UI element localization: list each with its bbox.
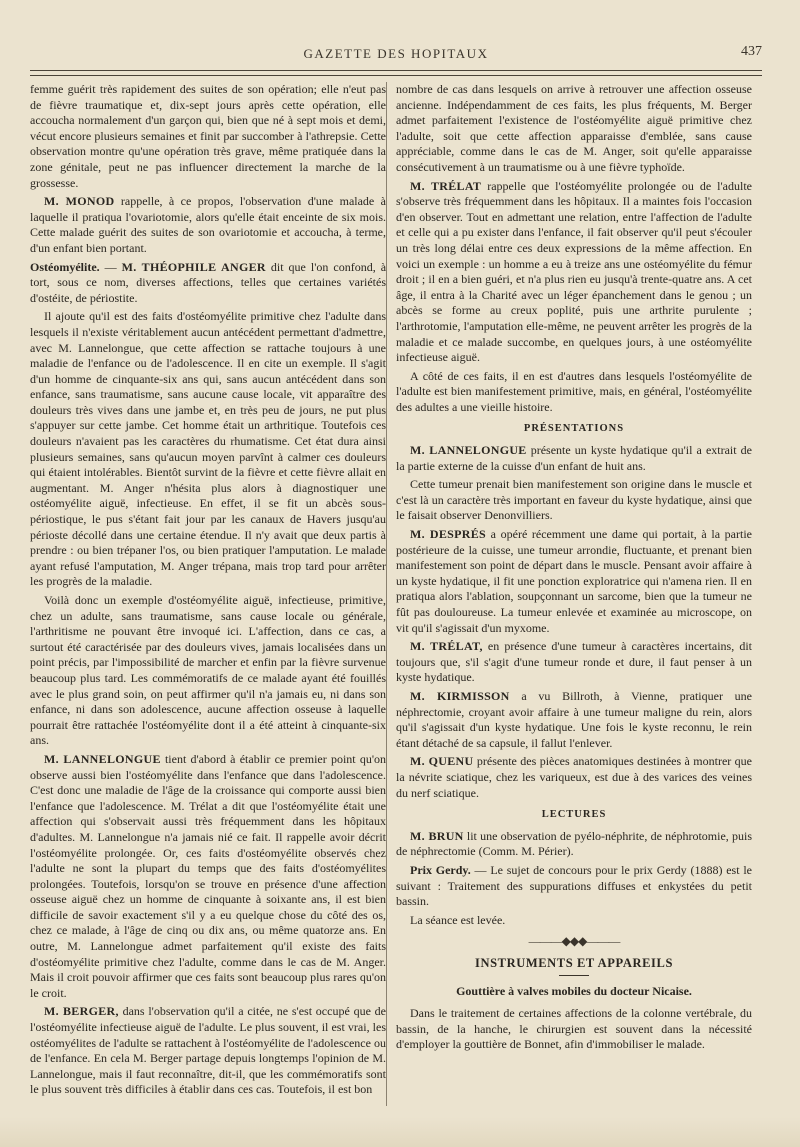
speaker-name: M. LANNELONGUE — [44, 751, 161, 766]
paragraph-anger-case: Il ajoute qu'il est des faits d'ostéomyélite primitive chez l'adulte dans lesquels il n'existe véritablement aucun antécédent permettant d'admettre, avec M. Lannelongue, que cette affection se rattache toujours à une maladie de l'enfance ou de l'adolescence. Il en cite un exemple. Il s'agit d'un homme de cinquante-six ans qui, sans aucun antécédent dans son enfance, sans traumatisme, sans aucune cause locale, vit apparaître des douleurs très vives dans une jambe et, en très peu de jours, ne put plus s'appuyer sur cette jambe. Cet homme était un arthritique. Toutefois ces douleurs n'avaient pas les caractères du rhumatisme. Cet état dura ainsi plusieurs semaines, sans qu'aucun moyen parvînt à calmer ces douleurs qui étaient intolérables. Bientôt survint de la fièvre et cette fièvre allait en augmentant. M. Anger n'hésita plus alors à diagnostiquer une ostéomyélite aiguë, infectieuse. En effet, il se fit un abcès sous-périostique, le pus s'étant fait jour par les canaux de Havers jusqu'au périoste décollé dans une certaine étendue. Il n'y avait que deux partis à prendre : ou bien trépaner l'os, ou bien pratiquer l'amputation. Le malade ayant refusé l'amputation, M. Anger trépana, mais trop tard pour arrêter les progrès de la maladie. — [30, 309, 386, 589]
paragraph-berger — [30, 1004, 386, 1098]
paragraph-text: tient d'abord à établir ce premier point qu'on observe aussi bien l'ostéomyélite dans l'enfance que dans l'adolescence. C'est donc une maladie de l'âge de la croissance qui comporte aussi bien l'enfance que l'adolescence. M. Trélat a dit que l'ostéomyélite était une affection qui s'observait aussi très fréquemment dans les hôpitaux d'adultes. M. Lannelongue n'a jamais nié ce fait. Il rappelle avoir décrit l'ostéomyélite prolongée. Or, ces faits d'ostéomyélite observés chez l'adulte ne sont la plupart du temps que des faits d'ostéomyélites prolongées. Toutefois, lorsqu'on se trouve en présence d'une affection osseuse aiguë chez un homme de cinquante à soixante ans, il est bien difficile de savoir exactement s'il y a eu quelque chose du côté des os, chez ce malade, à l'âge de cinq ou dix ans, ou même quatorze ans. En outre, M. Lannelongue admet parfaitement qu'il existe des faits d'ostéomyélite primitive chez l'adulte, comme dans le cas de M. Anger. Mais il croit pouvoir affirmer que ces faits sont beaucoup plus rares qu'on le croit. — [30, 751, 386, 1000]
paragraph-gouttiere: Dans le traitement de certaines affections de la colonne vertébrale, du bassin, de la hanche, le chirurgien est souvent dans la nécessité d'employer la gouttière de Bonnet, afin d'immobiliser le malade. — [396, 1006, 752, 1052]
paragraph-text: présente un kyste hydatique qu'il a extrait de la partie externe de la cuisse d'un enfant de huit ans. — [396, 443, 752, 473]
paragraph-lannelongue — [30, 752, 386, 1002]
paragraph-kirmisson — [396, 689, 752, 751]
paragraph-despres — [396, 527, 752, 636]
paragraph-trelat-tumeur — [396, 639, 752, 686]
paragraph-text: rappelle que l'ostéomyélite prolongée ou de l'adulte s'observe très fréquemment dans les hôpitaux. Il a maintes fois l'occasion d'en observer. Tout en admettant une relation, entre l'affection de l'adulte et celle qui a pu exister dans l'enfance, il fait observer qu'il peut s'écouler un très long délai entre ces deux expressions de la même affection. En voici un exemple : un homme a eu à treize ans une ostéomyélite du fémur droit ; il en a bien guéri, et n'a plus rien eu jusqu'à trente-quatre ans. A cet âge, il entra à la Charité avec un léger épanchement dans le genou ; un abcès se forme au creux poplité, puis une arthrite purulente ; l'arthrotomie, l'amputation elle-même, ne peuvent arrêter les progrès de la maladie et ce malade succombe, en quelques jours, à une ostéomyélite infectieuse aiguë. — [396, 178, 752, 365]
paragraph-continued: nombre de cas dans lesquels on arrive à retrouver une affection osseuse ancienne. Indépendamment de ces faits, les plus fréquents, M. Berger admet parfaitement l'existence de l'ostéomyélite aiguë primitive chez l'adulte, soit que cette affection apparaisse d'emblée, sans cause appréciable, comme dans le cas de M. Anger, soit qu'elle apparaisse consécutivement à un traumatisme ou à une fièvre typhoïde. — [396, 82, 752, 174]
speaker-name: M. TRÉLAT — [410, 178, 482, 193]
paragraph-conclusion: A côté de ces faits, il en est d'autres dans lesquels l'ostéomyélite de l'adulte est bien manifestement primitive, mais, en général, l'ostéomyélite des adultes a une vieille histoire. — [396, 368, 752, 414]
paragraph-lannelongue-kyste — [396, 443, 752, 474]
speaker-name: M. KIRMISSON — [410, 688, 510, 703]
paragraph-monod — [30, 194, 386, 256]
topic-heading: Prix Gerdy. — [410, 862, 471, 877]
paragraph-brun — [396, 829, 752, 860]
paragraph-text: a vu Billroth, à Vienne, pratiquer une néphrectomie, croyant avoir affaire à une tumeur maligne du rein, alors qu'il s'agissait d'un kyste hydatique. Une fois le kyste reconnu, le rein étant détaché de sa capsule, il fallut l'enlever. — [396, 688, 752, 750]
journal-title: GAZETTE DES HOPITAUX — [303, 46, 489, 61]
speaker-name: M. BERGER, — [44, 1004, 119, 1019]
left-column — [30, 82, 386, 1101]
section-heading-presentations: PRÉSENTATIONS — [523, 423, 625, 435]
dash: — — [99, 259, 122, 274]
paragraph-trelat — [396, 179, 752, 366]
paragraph-anger-summary: Voilà donc un exemple d'ostéomyélite aiguë, infectieuse, primitive, chez un adulte, sans traumatisme, sans cause locale ou générale, l'arthritisme ne pouvant être invoqué ici. L'affection, dans ce cas, a surtout été caractérisée par des douleurs vives, jamais localisées dans un point précis, par l'impossibilité de marcher et enfin par la fièvre survenue beaucoup plus tard. Les commémoratifs de ce malade ayant été fouillés avec le plus grand soin, on peut affirmer qu'il n'a jamais eu, ni dans son enfance, ni dans son adolescence, aucune affection osseuse à laquelle pourrait être rattachée l'ostéomyélite dont il a été atteint à cinquante-six ans. — [30, 593, 386, 748]
right-column — [396, 82, 752, 1056]
paragraph-text: présente des pièces anatomiques destinées à montrer que la névrite sciatique, chez les variqueux, est due à des varices des veines du nerf sciatique. — [396, 754, 753, 800]
speaker-name: M. DESPRÉS — [410, 527, 486, 542]
paragraph-seance-levee: La séance est levée. — [410, 912, 506, 927]
speaker-name: M. QUENU — [410, 754, 474, 769]
paragraph-text: rappelle, à ce propos, l'observation d'une malade à laquelle il pratiqua l'ovariotomie, alors qu'elle était enceinte de six mois. Cette malade guérit des suites de son ovariotomie et accoucha, à terme, d'un enfant bien portant. — [30, 194, 386, 255]
page-number: 437 — [741, 44, 762, 59]
paragraph-text: a opéré récemment une dame qui portait, à la partie postérieure de la cuisse, une tumeur arrondie, fluctuante, et prenant bien manifestement son point de départ dans le muscle. Pensant avoir affaire à un kyste hydatique, il fit une ponction exploratrice qui n'amena rien. Il en pratiqua alors l'ablation, soupçonnant un sarcome, bien que la tumeur ne fût pas douloureuse. La tumeur enlevée et examinée au microscope, on vit qu'il s'agissait d'un myxome. — [396, 527, 752, 635]
section-heading-lectures: LECTURES — [541, 809, 607, 821]
paragraph-prix-gerdy — [396, 863, 752, 910]
paragraph-text: lit une observation de pyélo-néphrite, de néphrotomie, puis de néphrectomie (Comm. M. Périer). — [396, 828, 752, 859]
paragraph-text: — Le sujet de concours pour le prix Gerdy (1888) est le suivant : Traitement des suppurations diffuses et enkystées du petit bassin. — [396, 862, 752, 909]
paragraph-text: dans l'observation qu'il a citée, ne s'est occupé que de l'ostéomyélite infectieuse aiguë de l'adulte. Le plus souvent, il est vrai, les ostéomyélites de l'adulte se rattachent à l'ostéomyélite de l'adolescence ou de l'enfance. En cela M. Berger partage depuis longtemps l'opinion de M. Lannelongue, mais il faut reconnaître, dit-il, que les commémoratifs sont le plus souvent très difficiles à établir dans ces cas. Toutefois, il est bon — [30, 1004, 386, 1097]
page-bottom-edge — [0, 1117, 800, 1147]
speaker-name: M. TRÉLAT, — [410, 639, 483, 654]
article-heading-gouttiere: Gouttière à valves mobiles du docteur Nicaise. — [456, 984, 692, 999]
speaker-name: M. THÉOPHILE ANGER — [121, 259, 266, 274]
paragraph-text: dit que l'on confond, à tort, sous ce nom, diverses affections, telles que certaines variétés d'ostéite, de périostite. — [30, 259, 387, 305]
paragraph-continued: femme guérit très rapidement des suites de son opération; elle n'eut pas de fièvre traumatique et, dix-sept jours après cette opération, elle accoucha normalement d'un garçon qui, bien que né à sept mois et demi, vécut encore plusieurs semaines et finit par succomber à l'athrepsie. Cette observation montre qu'une opération très grave, même pratiquée dans la zone génitale, peut ne pas influencer directement la marche de la grossesse. — [30, 82, 386, 190]
ornament-divider: ———◆◆◆——— — [528, 934, 620, 949]
topic-heading: Ostéomyélite. — [30, 259, 100, 274]
column-divider — [386, 82, 387, 1106]
speaker-name: M. LANNELONGUE — [410, 443, 527, 458]
paragraph-quenu — [396, 754, 752, 801]
short-rule — [559, 975, 589, 976]
header-rule — [30, 70, 762, 76]
speaker-name: M. MONOD — [44, 194, 115, 209]
speaker-name: M. BRUN — [410, 828, 464, 843]
running-head — [30, 44, 762, 66]
paragraph-tumeur: Cette tumeur prenait bien manifestement son origine dans le muscle et c'est là un caractère très important en faveur du kyste hydatique, ainsi que le faisait observer Denonvilliers. — [396, 477, 752, 523]
paragraph-osteomyelite — [30, 260, 386, 307]
section-heading-instruments: INSTRUMENTS ET APPAREILS — [474, 955, 673, 970]
paragraph-text: en présence d'une tumeur à caractères incertains, dit toujours que, s'il s'agit d'une tumeur ronde et dure, il faut penser à un kyste hydatique. — [396, 639, 752, 685]
